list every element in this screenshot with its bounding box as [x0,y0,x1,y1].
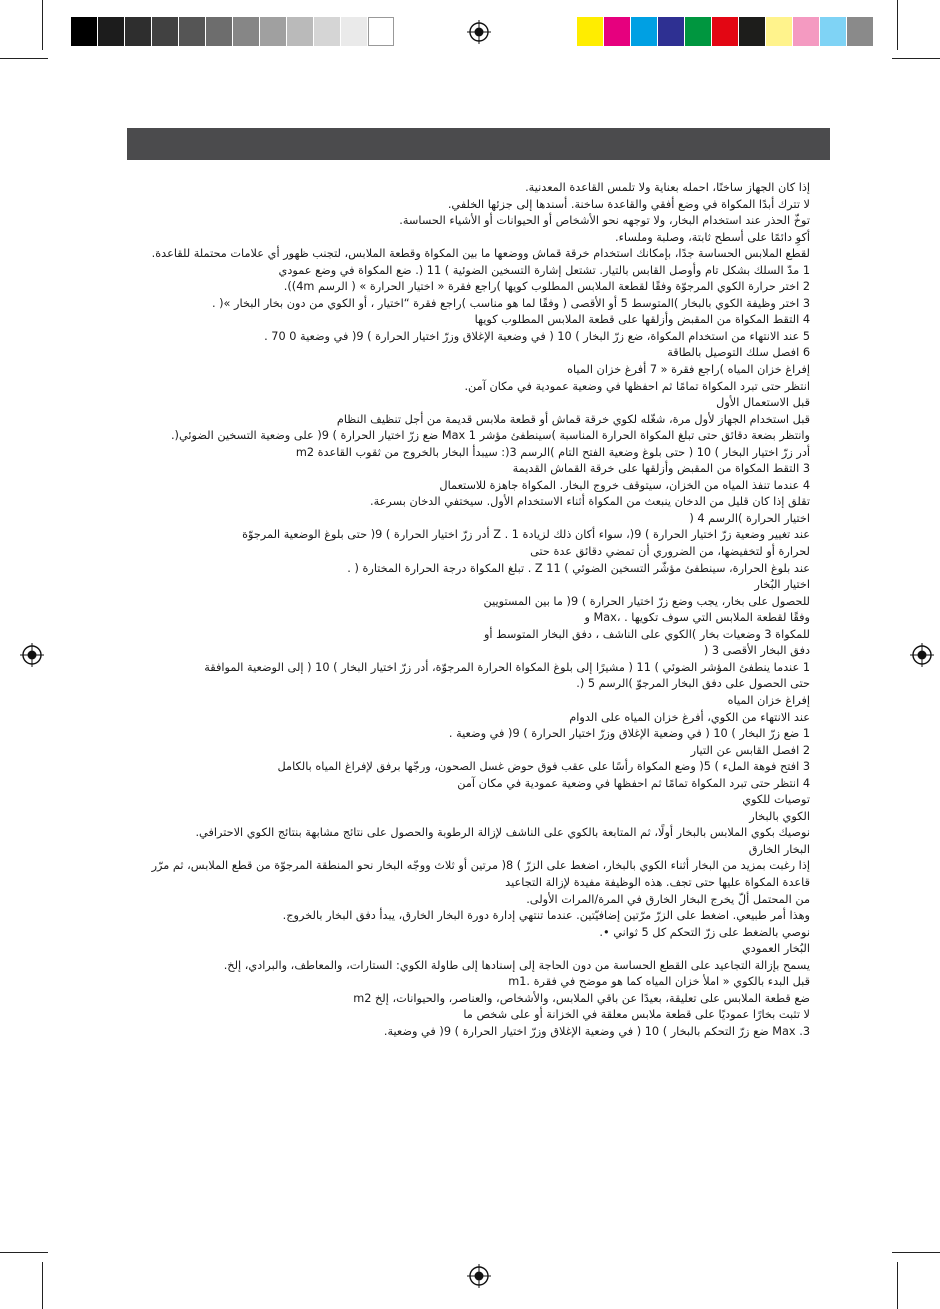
text-line: أكوِ دائمًا على أسطح ثابتة، وصلبة وملساء. [614,230,810,244]
crop-mark [892,58,940,59]
text-line: نوصي بالضغط على زرّ التحكم كل 5 ثواني •. [599,925,810,939]
color-swatch [712,17,739,46]
text-line: 3. Max ضع زرّ التحكم بالبخار ) 10 ( في وضعية الإغلاق وزرّ اختيار الحرارة ) 9( في وضعية. [383,1024,810,1038]
text-line: 3 التقط المكواة من المقبض وأزلقها على خرقة القماش القديمة [512,462,810,476]
text-line: نوصيك بكوي الملابس بالبخار أولًا، ثم المتابعة بالكوي على الناشف لإزالة الرطوبة والحصول على نتائج مشابهة بنتائج الكوي الاحترافي. [195,826,810,840]
text-line: توصيات للكوي [742,793,810,807]
text-line: لحرارة أو لتخفيضها، من الضروري أن تمضي دقائق عدة حتى [530,545,810,559]
color-swatch [71,17,98,46]
crop-mark [0,1252,48,1253]
instructions-text [150,180,810,1040]
color-swatch [152,17,179,46]
color-swatch [341,17,368,46]
text-line: ضع قطعة الملابس على تعليقة، بعيدًا عن باقي الملابس، والأشخاص، والعناصر، والحيوانات، إلخ m2 [353,991,810,1005]
text-line: اختيار البُخار [754,578,810,592]
text-line: اختيار الحرارة )الرسم 4 ( [689,511,810,525]
text-line: لا تثبت بخارًا عموديًا على قطعة ملابس معلقة في الخزانة أو على شخص ما [463,1008,810,1022]
color-swatch [604,17,631,46]
text-line: 4 التقط المكواة من المقبض وأزلقها على قطعة الملابس المطلوب كويها [474,313,810,327]
text-line: البُخار العمودي [741,942,810,956]
color-swatch [233,17,260,46]
crop-mark [897,1262,898,1309]
crop-mark [892,1252,940,1253]
text-line: الكوي بالبخار [749,809,810,823]
text-line: 2 اختر حرارة الكوي المرجوّة وفقًا لقطعة الملابس المطلوب كويها )راجع فقرة « اختيار الحرارة » ( الرسم 4m)). [283,280,810,294]
color-swatch [260,17,287,46]
text-line: أدر زرّ اختيار البخار ) 10 ( حتى بلوغ وضعية الفتح التام )الرسم 3(: سيبدأ البخار بالخروج من ثقوب القاعدة m2 [295,445,810,459]
text-line: عند تغيير وضعية زرّ اختيار الحرارة ) 9(، سواء أكان ذلك لزيادة Z . 1 أدر زرّ اختيار الحرارة ) 9( حتى بلوغ الوضعية المرجوّة [242,528,810,542]
text-line: 6 افصل سلك التوصيل بالطاقة [667,346,810,360]
text-line: قبل البدء بالكوي « املأ خزان المياه كما هو موضح في فقرة .m1 [508,975,810,989]
text-line: 3 افتح فوهة الملء ) 5( وضع المكواة رأسًا على عقب فوق حوض غسل الصحون، ورجّها برفق لإفراغ المياه بالكامل [277,760,810,774]
text-line: قبل الاستعمال الأول [716,396,810,410]
color-swatch [847,17,874,46]
text-line: من المحتمل ألّ يخرج البخار الخارق في المرة/المرات الأولى. [526,892,810,906]
text-line: 2 افصل القابس عن التيار [690,743,810,757]
text-line: عند بلوغ الحرارة، سينطفئ مؤشّر التسخين الضوئي ) 11 Z . تبلغ المكواة درجة الحرارة المختارة ( . [347,561,810,575]
text-line: للمكواة 3 وضعيات بخار )الكوي على الناشف ، دفق البخار المتوسط أو [483,627,810,641]
text-line: وانتظر بضعة دقائق حتى تبلغ المكواة الحرارة المناسبة )سينطفئ مؤشر Max 1 ضع زرّ اختيار الحرارة ) 9( على وضعية التسخين الضوئي(. [170,429,810,443]
text-line: انتظر حتى تبرد المكواة تمامًا ثم احفظها في وضعية عمودية في مكان آمن. [464,379,810,393]
text-line: لا تترك أبدًا المكواة في وضع أفقي والقاعدة ساخنة. أسندها إلى جزئها الخلفي. [447,197,810,211]
color-swatch [685,17,712,46]
text-line: قبل استخدام الجهاز لأول مرة، شغّله لكوي خرقة قماش أو قطعة ملابس قديمة من أجل تنظيف النظام [336,412,810,426]
text-line: 1 عندما ينطفئ المؤشر الضوئي ) 11 ( مشيرًا إلى بلوغ المكواة الحرارة المرجوّة، أدر زرّ اختيار البخار ) 10 ( إلى الوضعية الموافقة [204,660,810,674]
color-swatch [179,17,206,46]
color-swatch [98,17,125,46]
color-swatch [766,17,793,46]
text-line: 4 انتظر حتى تبرد المكواة تمامًا ثم احفظها في وضعية عمودية في مكان آمن [457,776,810,790]
text-line: توخّ الحذر عند استخدام البخار، ولا توجهه نحو الأشخاص أو الحيوانات أو الأشياء الحساسة. [399,214,810,228]
text-line: 1 مدّ السلك بشكل تام وأوصل القابس بالتيار. تشتعل إشارة التسخين الضوئية ) 11 (. ضع المكواة في وضع عمودي [278,263,810,277]
color-swatch [287,17,314,46]
registration-mark-icon [467,20,491,44]
crop-mark [0,58,48,59]
text-line: إذا رغبت بمزيد من البخار أثناء الكوي بالبخار، اضغط على الزرّ ) 8( مرتين أو ثلاث ووجّه البخار نحو المنطقة المرجوّة من قطع الملابس، ثم مرّر قاعدة المكواة عليها حتى تجف. هذه الوظيفة مفيدة لإزالة التجاعيد [151,859,810,889]
text-line: إفراغ خزان المياه [727,693,810,707]
color-swatch [793,17,820,46]
text-line: للحصول على بخار، يجب وضع زرّ اختيار الحرارة ) 9( ما بين المستويين [483,594,810,608]
text-line: حتى الحصول على دفق البخار المرجوّ )الرسم 5 (. [576,677,810,691]
text-line: وفقًا لقطعة الملابس التي سوف تكويها . ،Max و [584,611,810,625]
text-line: 5 عند الانتهاء من استخدام المكواة، ضع زرّ البخار ) 10 ( في وضعية الإغلاق وزرّ اختيار الحرارة ) 9( في وضعية 0 70 . [264,329,810,343]
text-line: 1 ضع زرّ البخار ) 10 ( في وضعية الإغلاق وزرّ اختيار الحرارة ) 9( في وضعية . [448,727,810,741]
text-line: إذا كان الجهاز ساخنًا، احمله بعناية ولا تلمس القاعدة المعدنية. [525,181,810,194]
text-line: دفق البخار الأقصى 3 ( [703,644,810,658]
text-line: 4 عندما تنفذ المياه من الخزان، سيتوقف خروج البخار. المكواة جاهزة للاستعمال [439,478,810,492]
color-swatch [206,17,233,46]
text-line: يسمح بإزالة التجاعيد على القطع الحساسة من دون الحاجة إلى إسنادها إلى طاولة الكوي: الستارات، والمعاطف، والبرادي، إلخ. [223,958,810,972]
registration-mark-icon [467,1264,491,1288]
text-line: إفراغ خزان المياه )راجع فقرة « 7 أفرغ خزان المياه [567,363,810,377]
color-swatch [125,17,152,46]
registration-mark-icon [20,643,44,667]
crop-mark [42,0,43,50]
text-line: 3 اختر وظيفة الكوي بالبخار )المتوسط 5 أو الأقصى ( وفقًا لما هو مناسب )راجع فقرة “اختيار ، أو الكوي من دون بخار البخار »( . [211,296,810,310]
registration-mark-icon [910,643,934,667]
color-swatch [368,17,395,46]
color-swatch [820,17,847,46]
text-line: لقطع الملابس الحساسة جدًا، بإمكانك استخدام خرقة قماش ووضعها ما بين المكواة وقطعة الملابس، لتجنب ظهور أي علامات محتملة للقاعدة. [151,247,810,261]
section-header-band [127,128,830,160]
text-line: عند الانتهاء من الكوي، أفرغ خزان المياه على الدوام [569,710,810,724]
grayscale-calibration-bar [71,17,395,47]
text-line: وهذا أمر طبيعي. اضغط على الزرّ مرّتين إضافيّتين. عندما تنتهي إدارة دورة البخار الخارق، يبدأ دفق البخار بالخروج. [282,909,810,923]
color-swatch [658,17,685,46]
color-swatch [631,17,658,46]
crop-mark [897,0,898,50]
crop-mark [42,1262,43,1309]
color-swatch [314,17,341,46]
color-calibration-bar [577,17,874,47]
color-swatch [739,17,766,46]
text-line: البخار الخارق [748,842,810,856]
text-line: تقلق إذا كان قليل من الدخان ينبعث من المكواة أثناء الاستخدام الأول. سيختفي الدخان بسرعة. [370,495,810,509]
color-swatch [577,17,604,46]
